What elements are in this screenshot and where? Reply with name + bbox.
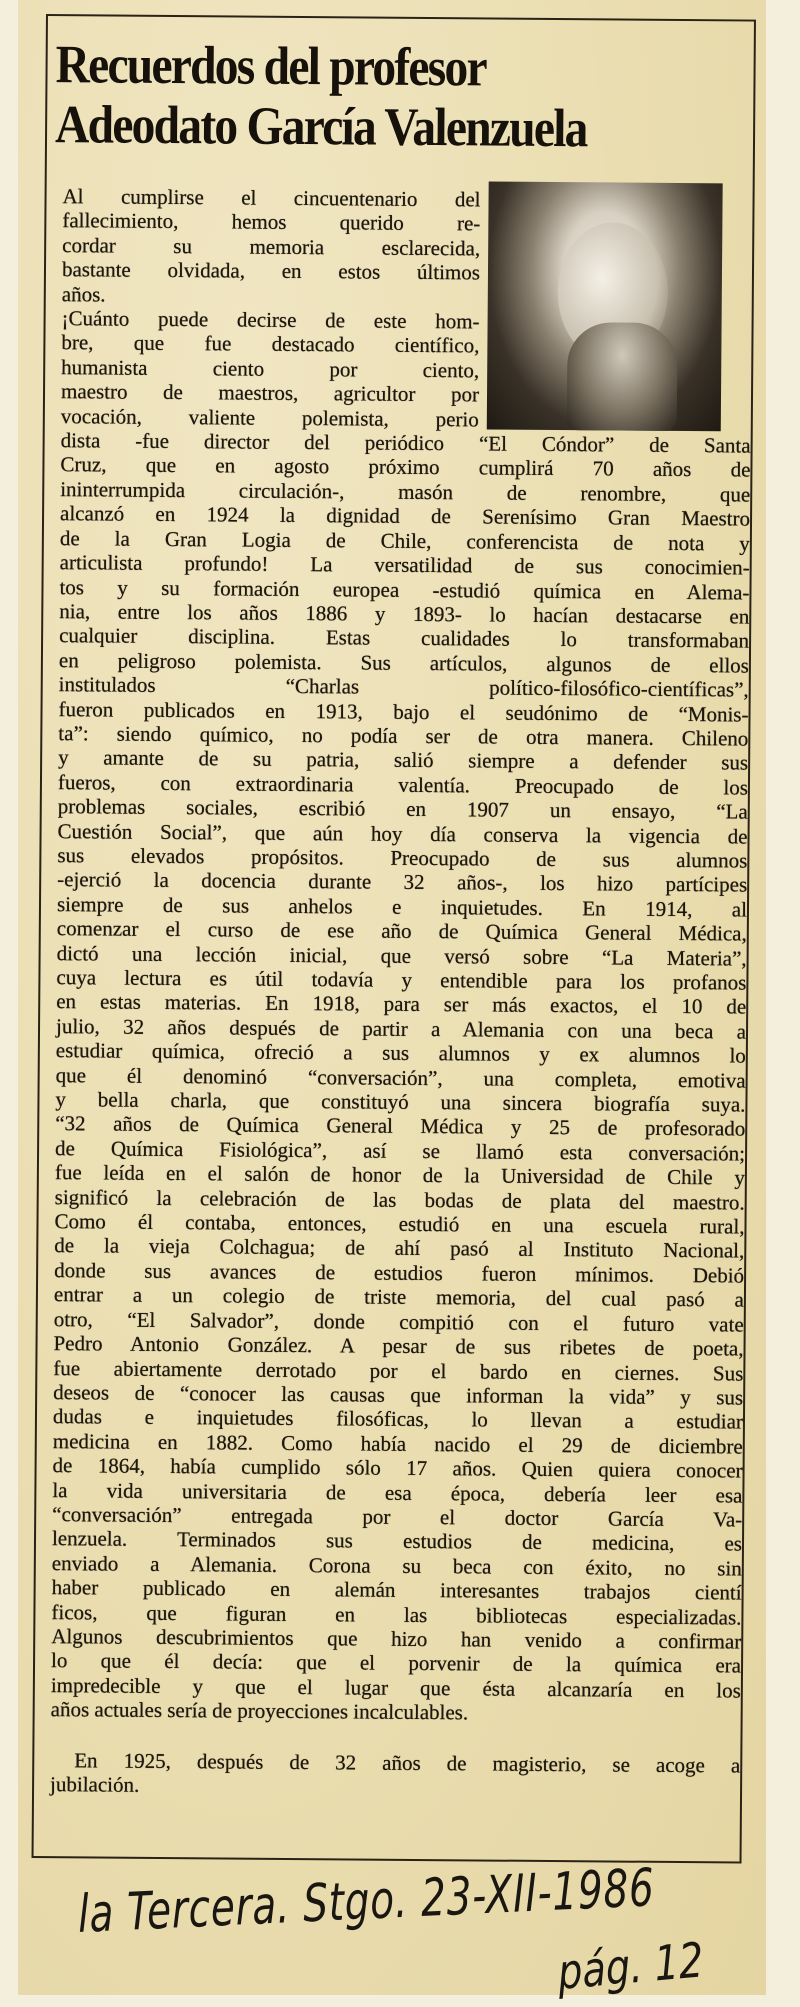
text-line: dictó una lección inicial, que versó sobre “La Materia”, xyxy=(56,940,747,971)
text-line: fue abiertamente derrotado por el bardo en ciernes. Sus xyxy=(53,1355,744,1386)
text-line: julio, 32 años después de partir a Alemania con una beca a xyxy=(55,1013,747,1044)
text-line: en estas materias. En 1918, para ser más exactos, el 10 de xyxy=(56,989,747,1019)
text-line: lo que él decía: que el porvenir de la química era xyxy=(50,1648,742,1678)
text-line: fueron publicados en 1913, bajo el seudónimo de “Monis- xyxy=(58,696,749,727)
article-title xyxy=(55,34,663,159)
text-line: cuya lectura es útil todavía y entendible para los profanos xyxy=(56,965,747,995)
text-line: Algunos descubrimientos que hizo han venido a confirmar xyxy=(51,1624,742,1654)
text-line: “conversación” entregada por el doctor García Va- xyxy=(52,1502,743,1532)
text-line: lenzuela. Terminados sus estudios de medicina, es xyxy=(51,1526,743,1556)
text-line: enviado a Alemania. Corona su beca con éxito, no sin xyxy=(51,1550,742,1581)
text-line: impredecible y que el lugar que ésta alcanzaría en los xyxy=(50,1672,741,1703)
text-line: en peligroso polemista. Sus artículos, algunos de ellos xyxy=(58,647,750,678)
title-line: Recuerdos del profesor xyxy=(55,34,487,98)
text-line: dudas e inquietudes filosóficas, lo llevan a estudiar xyxy=(52,1404,744,1434)
text-line: de 1864, había cumplido sólo 17 años. Quien quiera conocer xyxy=(52,1453,743,1483)
text-line: de Química Fisiológica”, así se llamó esta conversación; xyxy=(55,1135,746,1166)
text-line: En 1925, después de 32 años de magisterio, se acoge a xyxy=(74,1747,741,1778)
text-line: de la vieja Colchagua; de ahí pasó al Instituto Nacional, xyxy=(54,1233,745,1263)
article-frame xyxy=(32,14,756,1864)
text-line: Pedro Antonio González. A pesar de sus ribetes de poeta, xyxy=(53,1331,744,1361)
text-line: tos y su formación europea -estudió química en Alema- xyxy=(59,574,750,605)
text-line: ta”: siendo químico, no podía ser de otra manera. Chileno xyxy=(58,721,749,751)
text-line: otro, “El Salvador”, donde compitió con el futuro vate xyxy=(53,1306,744,1337)
text-line: entrar a un colegio de triste memoria, del cual pasó a xyxy=(53,1282,745,1312)
text-line: fue leída en el salón de honor de la Universidad de Chile y xyxy=(54,1160,745,1190)
text-line: humanista ciento por ciento, xyxy=(61,354,480,383)
title-line: Adeodato García Valenzuela xyxy=(54,94,587,159)
text-line: articulista profundo! La versatilidad de sus conocimien- xyxy=(59,550,750,580)
text-line: cordar su memoria esclarecida, xyxy=(62,232,481,261)
text-line: medicina en 1882. Como había nacido el 29 de diciembre xyxy=(52,1428,743,1459)
text-line: Como él contaba, entonces, estudió en una escuela rural, xyxy=(54,1209,745,1239)
text-line: sus elevados propósitos. Preocupado de sus alumnos xyxy=(57,843,748,873)
handwritten-source-date: la Tercera. Stgo. 23-XII-1986 xyxy=(77,1858,656,1945)
text-line: problemas sociales, escribió en 1907 un ensayo, “La xyxy=(57,794,748,824)
text-line: de la Gran Logia de Chile, conferencista de nota y xyxy=(59,525,750,556)
text-line: maestro de maestros, agricultor por xyxy=(60,379,480,407)
text-line: ininterrumpida circulación-, masón de renombre, que xyxy=(60,477,751,507)
text-line: Cruz, que en agosto próximo cumplirá 70 años de xyxy=(60,452,751,483)
text-line: que él denominó “conversación”, una completa, emotiva xyxy=(55,1062,746,1093)
text-line: institulados “Charlas político-filosófico-científicas”, xyxy=(58,672,749,702)
text-line: ¡Cuánto puede decirse de este hom- xyxy=(61,306,480,334)
text-line: Cuestión Social”, que aún hoy día conserva la vigencia de xyxy=(57,818,748,849)
text-line: dista -fue director del periódico “El Cóndor” de Santa xyxy=(60,428,751,458)
text-line: donde sus avances de estudios fueron mínimos. Debió xyxy=(54,1257,745,1288)
text-line: ficos, que figuran en las bibliotecas especializadas. xyxy=(51,1599,742,1630)
text-line: y amante de su patria, salió siempre a defender sus xyxy=(58,745,749,775)
handwritten-page: pág. 12 xyxy=(556,1932,705,2001)
text-line: haber publicado en alemán interesantes trabajos cientí xyxy=(51,1575,742,1605)
text-line: y bella charla, que constituyó una sincera biografía suya. xyxy=(55,1087,746,1117)
text-line: estudiar química, ofreció a sus alumnos y ex alumnos lo xyxy=(55,1038,746,1068)
text-line: bre, que fue destacado científico, xyxy=(61,330,480,358)
text-line: vocación, valiente polemista, perio xyxy=(60,403,479,432)
text-line: cualquier disciplina. Estas cualidades lo transformaban xyxy=(59,623,750,653)
text-line: significó la celebración de las bodas de plata del maestro. xyxy=(54,1184,745,1215)
text-line: comenzar el curso de ese año de Química General Médica, xyxy=(56,916,747,946)
text-line: jubilación. xyxy=(50,1772,140,1797)
text-line: la vida universitaria de esa época, debería leer esa xyxy=(52,1477,743,1508)
text-line: años actuales sería de proyecciones incalculables. xyxy=(50,1697,469,1725)
article-body xyxy=(50,184,753,1802)
text-line: fallecimiento, hemos querido re- xyxy=(62,208,481,236)
text-line: nia, entre los años 1886 y 1893- lo hacían destacarse en xyxy=(59,599,750,629)
text-line: siempre de sus anhelos e inquietudes. En 1914, al xyxy=(56,891,748,922)
text-line: fueros, con extraordinaria valentía. Preocupado de los xyxy=(57,769,749,800)
text-line: -ejerció la docencia durante 32 años-, los hizo partícipes xyxy=(57,867,748,897)
text-line: años. xyxy=(61,281,106,307)
newspaper-clipping xyxy=(18,0,766,2001)
text-line: alcanzó en 1924 la dignidad de Serenísimo Gran Maestro xyxy=(59,501,751,531)
text-line: bastante olvidada, en estos últimos xyxy=(61,257,481,285)
text-line: Al cumplirse el cincuentenario del xyxy=(62,184,481,212)
text-line: “32 años de Química General Médica y 25 de profesorado xyxy=(55,1111,746,1141)
text-line: deseos de “conocer las causas que informan la vida” y sus xyxy=(53,1380,744,1410)
